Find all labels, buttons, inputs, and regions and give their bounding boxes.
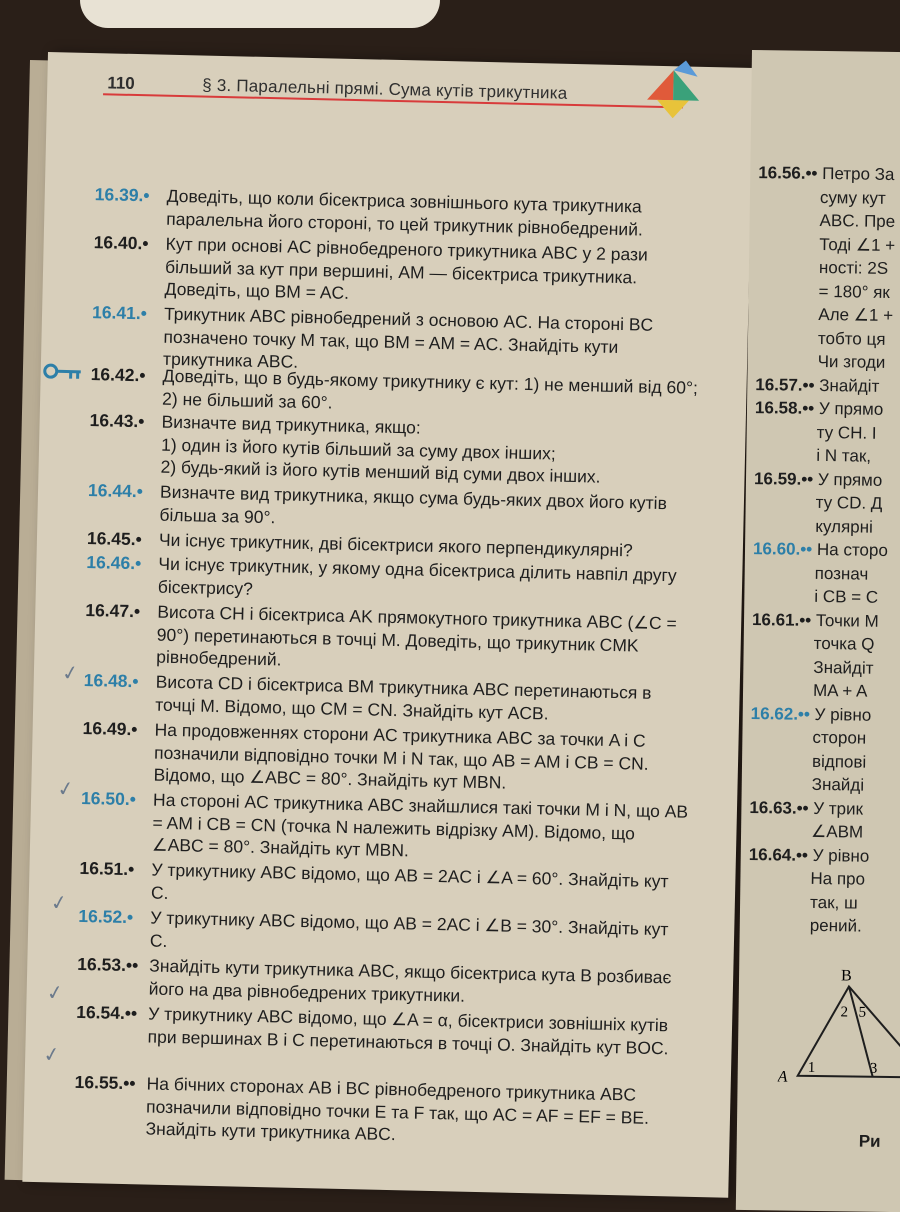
exercise-number: 16.51.• <box>79 857 147 881</box>
right-page-text: рений. <box>810 916 862 936</box>
left-page <box>22 52 753 1198</box>
exercise-item: 1) один із його кутів більший за суму двох інших; <box>161 433 699 468</box>
exercise-number: 16.64.•• <box>749 845 808 865</box>
key-icon <box>43 362 83 381</box>
right-page-text: ∠ABM <box>811 822 863 842</box>
exercise-number: 16.52.• <box>78 905 146 929</box>
pencil-check-icon: ✓ <box>41 1041 61 1068</box>
right-page-line <box>749 820 900 846</box>
exercise-number: 16.47.• <box>85 599 153 623</box>
right-page-text: відпові <box>812 751 866 771</box>
exercise-text: Визначте вид трикутника, якщо: <box>161 411 699 446</box>
exercise-text: Висота CD і бісектриса BM трикутника ABC перетинаються в точці M. Відомо, що CM = CN. Знайдіть кут ACB. <box>155 671 694 728</box>
right-page-line <box>753 562 900 588</box>
exercise-text: Чи існує трикутник, дві бісектриси якого перпендикулярні? <box>159 529 697 564</box>
figure-caption: Ри <box>859 1132 881 1152</box>
exercise-number: 16.41.• <box>92 301 160 325</box>
exercise-16-50 <box>80 787 691 868</box>
right-page-text: кулярні <box>815 516 873 536</box>
right-page-line <box>758 162 900 187</box>
exercise-text: Висота CH і бісектриса AK прямокутного трикутника ABC (∠C = 90°) перетинаються в точці M. Доведіть, що трикутник CMK рівнобедрений. <box>156 601 695 681</box>
exercise-text: У трикутнику ABC відомо, що AB = 2AC і ∠A = 60°. Знайдіть кут C. <box>151 859 690 916</box>
exercise-text: Трикутник ABC рівнобедрений з основою AC. На стороні BC позначено точку M так, що BM = AM = AC. Знайдіть кути трикутника ABC. <box>163 303 702 383</box>
right-page-line <box>754 468 900 493</box>
exercise-16-55 <box>73 1071 684 1152</box>
right-page-text: У прямо <box>818 469 883 489</box>
exercise-text: На стороні AC трикутника ABC знайшлися такі точки M і N, що AB = AM і CB = CN (точка N належить відрізку AM). Відомо, що ∠ABC = 80°. Знайдіть кут MBN. <box>152 789 691 869</box>
exercise-text: У трикутнику ABC відомо, що AB = 2AC і ∠B = 30°. Знайдіть кут C. <box>150 907 689 964</box>
exercise-text: На бічних сторонах AB і BC рівнобедреного трикутника ABC позначили відповідно точки E та F так, що AC = AF = EF = BE. Знайдіть кути трикутника ABC. <box>145 1073 684 1153</box>
exercise-text: Чи існує трикутник, у якому одна бісектриса ділить навпіл другу бісектрису? <box>158 553 697 610</box>
right-page-text: Знайді <box>812 775 865 795</box>
exercise-number: 16.48.• <box>84 669 152 693</box>
right-page-line <box>748 867 900 893</box>
figure-label: 5 <box>858 1005 866 1021</box>
figure-label: 2 <box>840 1004 848 1020</box>
right-page-line <box>757 256 900 282</box>
right-page-line <box>751 679 900 705</box>
right-page-text: і CB = C <box>814 587 878 607</box>
right-page-text: У рівно <box>815 704 872 724</box>
exercise-number: 16.46.• <box>86 551 154 575</box>
triangle-figure <box>778 965 900 1087</box>
right-page-line <box>757 233 900 259</box>
right-page-line <box>750 726 900 752</box>
right-page-text: Знайдіт <box>819 375 879 395</box>
right-page-line <box>748 914 900 940</box>
exercise-text: Доведіть, що в будь-якому трикутнику є кут: 1) не менший від 60°; 2) не більший за 60°. <box>162 365 701 422</box>
section-title: § 3. Паралельні прямі. Сума кутів трикутника <box>202 76 568 104</box>
exercise-text: У трикутнику ABC відомо, що ∠A = α, бісектриси зовнішніх кутів при вершинах B і C перетинаються в точці O. Знайдіть кут BOC. <box>147 1003 686 1060</box>
exercise-number: 16.43.• <box>89 409 157 433</box>
right-page-line <box>750 773 900 799</box>
right-page-text: познач <box>815 563 869 583</box>
right-page-line <box>757 209 900 235</box>
right-page-line <box>748 891 900 917</box>
exercise-number: 16.62.•• <box>751 704 810 724</box>
right-page-text: тобто ця <box>818 328 886 348</box>
right-page-text: Точки М <box>816 610 879 630</box>
figure-label: 1 <box>808 1060 816 1076</box>
right-page-text: ту CH. І <box>817 422 877 442</box>
right-page-line <box>751 703 900 728</box>
right-page-line <box>755 374 900 399</box>
right-page-text: ABC. Пре <box>819 211 895 231</box>
exercise-text: Кут при основі AC рівнобедреного трикутника ABC у 2 рази більший за кут при вершині, AM — бісектриса трикутника. Доведіть, що BM = AC. <box>164 233 703 313</box>
exercise-number: 16.40.• <box>93 231 161 255</box>
right-page <box>736 50 900 1212</box>
right-page-line <box>752 609 900 634</box>
exercise-16-47 <box>84 599 695 680</box>
right-page-text: На про <box>810 869 865 889</box>
right-page-line <box>756 327 900 353</box>
right-page-text: сторон <box>812 728 866 748</box>
right-page-text: У рівно <box>813 845 870 865</box>
pencil-check-icon: ✓ <box>49 889 69 916</box>
right-page-line <box>754 491 900 517</box>
right-page-line <box>750 750 900 776</box>
exercise-number: 16.58.•• <box>755 398 814 418</box>
right-page-text: Чи згоди <box>818 352 886 372</box>
right-page-text: MA + A <box>813 681 868 701</box>
right-page-text: точка Q <box>814 634 875 654</box>
page-header <box>103 67 683 108</box>
right-page-text: У трик <box>813 798 863 818</box>
right-page-line <box>749 797 900 822</box>
figure-label: 3 <box>870 1061 878 1077</box>
fabric-edge <box>80 0 440 28</box>
figure-label: A <box>778 1068 788 1085</box>
right-page-line <box>755 421 900 447</box>
exercise-number: 16.45.• <box>87 527 155 551</box>
exercise-number: 16.54.•• <box>76 1001 144 1025</box>
right-page-line <box>749 844 900 869</box>
right-page-line <box>752 632 900 658</box>
pencil-check-icon: ✓ <box>55 775 75 802</box>
right-page-line <box>751 656 900 682</box>
right-page-text: Петро За <box>822 164 895 184</box>
right-page-line <box>755 397 900 422</box>
exercise-number: 16.42.• <box>90 363 158 387</box>
exercise-number: 16.53.•• <box>77 953 145 977</box>
right-page-line <box>754 444 900 470</box>
right-page-line <box>752 585 900 611</box>
page-number: 110 <box>103 73 202 95</box>
exercise-number: 16.63.•• <box>749 798 808 818</box>
right-page-line <box>758 186 900 212</box>
exercise-number: 16.59.•• <box>754 469 813 489</box>
exercise-number: 16.44.• <box>88 479 156 503</box>
pencil-check-icon: ✓ <box>45 979 65 1006</box>
pencil-check-icon: ✓ <box>60 660 80 687</box>
right-page-text: ності: 2S <box>819 258 888 278</box>
exercise-number: 16.50.• <box>81 787 149 811</box>
right-page-text: суму кут <box>820 187 886 207</box>
exercise-number: 16.61.•• <box>752 610 811 630</box>
exercise-number: 16.60.•• <box>753 539 812 559</box>
exercise-item: 2) будь-який із його кутів менший від суми двох інших. <box>160 456 698 491</box>
right-page-line <box>753 538 900 563</box>
right-page-text: і N так, <box>816 446 871 466</box>
right-page-line <box>753 515 900 541</box>
exercise-number: 16.39.• <box>95 183 163 207</box>
exercise-text: Знайдіть кути трикутника ABC, якщо бісектриса кута B розбиває його на два рівнобедрених трикутники. <box>149 955 688 1012</box>
right-page-line <box>755 350 900 376</box>
ornament-icon <box>637 59 710 119</box>
exercise-text: На продовженнях сторони AC трикутника ABC за точки A і C позначили відповідно точки M і N так, що AB = AM і CB = CN. Відомо, що ∠ABC = 80°. Знайдіть кут MBN. <box>153 719 692 799</box>
right-page-line <box>756 303 900 329</box>
exercise-16-40 <box>92 231 703 312</box>
right-page-text: Але ∠1 + <box>818 305 893 325</box>
right-page-text: У прямо <box>819 399 884 419</box>
exercise-16-49 <box>81 717 692 798</box>
right-page-line <box>756 280 900 306</box>
right-page-text: так, ш <box>810 892 858 912</box>
exercise-16-43 <box>88 409 699 490</box>
right-page-text: На сторо <box>817 540 888 560</box>
exercise-16-54 <box>75 1001 686 1060</box>
right-page-text: = 180° як <box>819 281 890 301</box>
exercise-text: Визначте вид трикутника, якщо сума будь-яких двох його кутів більша за 90°. <box>159 481 698 538</box>
exercise-text: Доведіть, що коли бісектриса зовнішнього кута трикутника паралельна його стороні, то цей трикутник рівнобедрений. <box>166 185 705 242</box>
exercise-number: 16.57.•• <box>755 375 814 395</box>
exercise-number: 16.55.•• <box>74 1071 142 1095</box>
right-page-text: Тоді ∠1 + <box>819 234 895 254</box>
exercise-number: 16.49.• <box>82 717 150 741</box>
right-page-text: ту CD. Д <box>816 493 883 513</box>
figure-label: B <box>841 967 852 984</box>
right-page-text: Знайдіт <box>813 657 873 677</box>
exercise-number: 16.56.•• <box>758 163 817 183</box>
